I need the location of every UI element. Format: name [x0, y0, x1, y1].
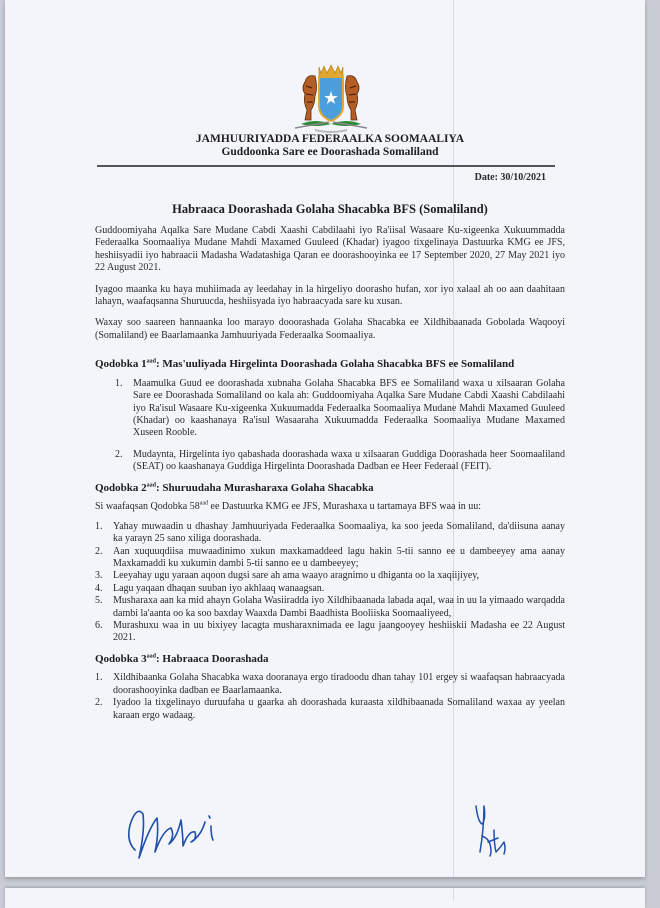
- signature-right: [470, 798, 520, 863]
- section-title: : Habraaca Doorashada: [156, 652, 269, 665]
- ordinal-suffix: aad: [146, 482, 157, 489]
- section-list: [115, 378, 565, 474]
- signature-left: [117, 800, 237, 865]
- section-lead: [95, 501, 565, 513]
- item-text: Iyadoo la tixgelinayo duruufaha u gaarka ah doorashada kuraasta xildhibaanada Somaliland waxaa ay yeelan karaan ergo wadaag.: [113, 697, 565, 721]
- item-text: Musharaxa aan ka mid ahayn Golaha Wasiiradda iyo Xildhibaanada labada aqal, waa in uu la yimaado warqadda dambi la'aanta oo ka soo baxday Waaxda Dambi Baadhista Booliiska Soomaaliyeed,: [113, 595, 565, 619]
- ordinal-suffix: aad: [199, 500, 209, 507]
- item-text: Lagu yaqaan dhaqan suuban iyo akhlaaq wanaagsan.: [113, 582, 325, 594]
- intro-paragraph: Iyagoo maanka ku haya muhiimada ay leedahay in la hirgeliyo doorasho hufan, xor iyo xalaal ah oo aan daahitaan lahayn, waafaqsanna Shuruucda, heshiisyada iyo habraacyada sare ku xusan.: [95, 283, 565, 308]
- lead-text: ee Dastuurka KMG ee JFS, Murashaxa u tartamaya BFS waa in uu:: [208, 501, 482, 513]
- section-number: Qodobka 3: [95, 652, 147, 665]
- item-text: Xildhibaanka Golaha Shacabka waxa dooranaya ergo tiradoodu dhan tahay 101 ergey si waafaqsan habraacyada doorashooyinka dadban ee Baarlamaanka.: [113, 672, 565, 696]
- item-number: 1.: [95, 520, 103, 532]
- somalia-coat-of-arms-icon: [285, 64, 377, 136]
- section-heading: [95, 358, 565, 371]
- item-text: Mudaynta, Hirgelinta iyo qabashada doorashada waxa u xilsaaran Guddiga Doorashada heer Soomaaliland (SEAT) oo kaashanaya Guddiga Hirgelinta Doorashada Dadban ee Heer Federaal (FEIT).: [133, 448, 565, 473]
- list-item: [95, 521, 565, 546]
- item-text: Leeyahay ugu yaraan aqoon dugsi sare ah ama waayo aragnimo u dhiganta oo la xaqiijiyey,: [113, 570, 480, 582]
- section-title: : Shuruudaha Murasharaxa Golaha Shacabka: [156, 481, 374, 494]
- item-number: 1.: [115, 377, 123, 389]
- section-heading: [95, 653, 565, 666]
- document-date: Date: 30/10/2021: [474, 172, 546, 183]
- section-number: Qodobka 2: [95, 481, 147, 494]
- list-item: [95, 595, 565, 620]
- page-fold-line: [453, 888, 454, 900]
- ordinal-suffix: aad: [146, 653, 157, 660]
- item-number: 6.: [95, 619, 103, 631]
- list-item: [95, 620, 565, 645]
- item-number: 2.: [95, 697, 103, 709]
- document-title: Habraaca Doorashada Golaha Shacabka BFS (Somaliland): [172, 202, 488, 216]
- organization-name: JAMHUURIYADDA FEDERAALKA SOOMAALIYA: [195, 133, 465, 145]
- section-title: : Mas'uuliyada Hirgelinta Doorashada Golaha Shacabka BFS ee Somaliland: [156, 358, 515, 371]
- list-item: [115, 449, 565, 474]
- next-document-page: [5, 888, 645, 908]
- section-heading: [95, 482, 565, 495]
- lead-text: Si waafaqsan Qodobka 58: [95, 501, 200, 513]
- list-item: [95, 570, 565, 582]
- item-number: 5.: [95, 595, 103, 607]
- item-number: 3.: [95, 570, 103, 582]
- item-number: 2.: [95, 545, 103, 557]
- intro-paragraph: Guddoomiyaha Aqalka Sare Mudane Cabdi Xaashi Cabdilaahi iyo Ra'iisal Wasaare Ku-xigeenka Xukuummadda Federaalka Soomaaliya Mudane Mahdi Maxamed Guuleed (Khadar) iyagoo tixgelinaya Dastuurka KMG ee JFS, heshiisyadii iyo habraacii Madasha Wadatashiga Qaran ee doorashooyinka ee 17 September 2020, 27 May 2021 iyo 22 August 2021.: [95, 225, 565, 274]
- item-text: Yahay muwaadin u dhashay Jamhuuriyada Federaalka Soomaaliya, ka soo jeeda Somaliland, da'diisuna aanay ka yarayn 25 sano xiliga doorashada.: [113, 520, 565, 545]
- list-item: [115, 378, 565, 440]
- organization-subtitle: Guddoonka Sare ee Doorashada Somaliland: [221, 146, 439, 158]
- item-number: 2.: [115, 448, 123, 460]
- intro-paragraph: Waxay soo saareen hannaanka loo marayo dooorashada Golaha Shacabka ee Xildhibaanada Gobolada Waqooyi (Somaliland) ee Baarlamaanka Jamhuuriyada Federaalka Soomaaliya.: [95, 317, 565, 341]
- item-number: 4.: [95, 582, 103, 594]
- list-item: [95, 546, 565, 571]
- list-item: [95, 697, 565, 722]
- section-number: Qodobka 1: [95, 358, 147, 371]
- item-text: Maamulka Guud ee doorashada xubnaha Golaha Shacabka BFS ee Somaliland waxa u xilsaaran Golaha Sare ee Doorashada Somaliland oo kala ah: Guddoomiyaha Aqalka Sare Mudane Cabdi Xaashi Cabdilaahi iyo Ra'isul Wasaare Ku-xigeenka Xukuumadda Federaalka Soomaaliya Mudane Mahdi Maxamed Guuleed (Khadar) oo kaashanaya Ra'isul Wasaaraha Xukuumadda Federaalka Soomaaliya Mudane Maxamed Xuseen Rooble.: [133, 377, 565, 439]
- item-text: Murashuxu waa in uu bixiyey lacagta musharaxnimada ee lagu jaangooyey heshiiskii Madasha ee 22 August 2021.: [113, 619, 565, 644]
- section-list: [95, 672, 565, 722]
- section-list: [95, 521, 565, 645]
- item-number: 1.: [95, 672, 103, 684]
- ordinal-suffix: aad: [146, 358, 157, 365]
- document-body: [95, 202, 565, 730]
- list-item: [95, 672, 565, 697]
- item-text: Aan xuquuqdiisa muwaadinimo xukun maxkamaddeed lagu hakin 5-tii sanno ee u dambeeyey ama aanay Maxkamaddi ku xukumin dambi 5-tii sanno ee u dambeeyey;: [113, 545, 565, 569]
- header-divider: [97, 165, 555, 167]
- list-item: [95, 583, 565, 595]
